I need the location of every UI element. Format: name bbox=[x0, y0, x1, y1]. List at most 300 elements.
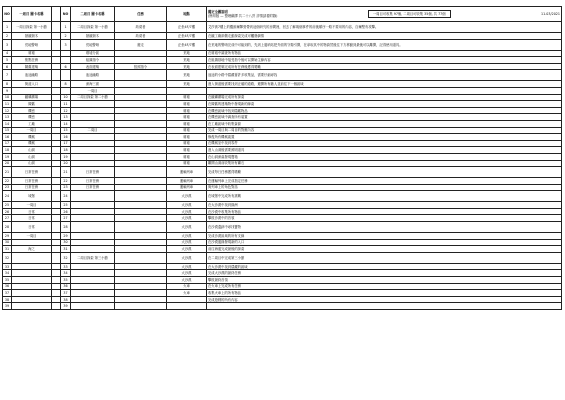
description-cell: 擊敗最終首領 bbox=[207, 277, 562, 284]
row-number-2: 23 bbox=[61, 184, 71, 191]
task-cell bbox=[115, 134, 167, 141]
row-number-2: 24 bbox=[61, 191, 71, 202]
row-number: 11 bbox=[3, 101, 12, 108]
location-cell: 大沙漠 bbox=[167, 246, 207, 253]
stage-1-name: 城堡 bbox=[12, 191, 52, 202]
row-number-2: 31 bbox=[61, 246, 71, 253]
task-cell bbox=[115, 101, 167, 108]
description-cell: 完成沙漠區域的所有支線 bbox=[207, 233, 562, 240]
task-cell bbox=[115, 246, 167, 253]
stage-1-icon bbox=[52, 270, 61, 277]
description-cell: 在表面建築完成所有任務後獲得獎勵 bbox=[207, 63, 562, 70]
row-number: 33 bbox=[3, 263, 12, 270]
table-row bbox=[3, 277, 562, 284]
row-number: 19 bbox=[3, 153, 12, 160]
row-number: 2 bbox=[3, 33, 12, 40]
row-number: 21 bbox=[3, 167, 12, 178]
task-cell bbox=[115, 160, 167, 167]
location-cell: 廢墟 bbox=[167, 140, 207, 147]
table-header bbox=[3, 7, 562, 22]
stage-1-icon bbox=[52, 81, 61, 88]
stage-2-name: 荒地警哨 bbox=[71, 39, 115, 50]
stage-1-icon bbox=[52, 252, 61, 263]
table-row bbox=[3, 101, 562, 108]
stage-1-name bbox=[12, 239, 52, 246]
stage-1-icon bbox=[52, 222, 61, 233]
stage-2-name bbox=[71, 114, 115, 121]
stage-1-name: 機密 bbox=[12, 107, 52, 114]
location-cell: 正坐4F/7樓 bbox=[167, 33, 207, 40]
task-cell bbox=[115, 277, 167, 284]
description-cell bbox=[207, 303, 562, 310]
row-number: 23 bbox=[3, 184, 12, 191]
row-number-2: 3 bbox=[61, 39, 71, 50]
description-cell: 在沙漠中收集所有物品 bbox=[207, 208, 562, 215]
stage-1-icon bbox=[52, 39, 61, 50]
row-number-2: 16 bbox=[61, 134, 71, 141]
stage-2-name bbox=[71, 290, 115, 297]
row-number-2: 13 bbox=[61, 114, 71, 121]
description-cell: 完成遊戲的所有內容 bbox=[207, 296, 562, 303]
stage-2-name: 日常任務 bbox=[71, 184, 115, 191]
stage-2-name: 二周目 bbox=[71, 127, 115, 134]
row-number: 27 bbox=[3, 215, 12, 222]
stage-2-name: 迷途幽路 bbox=[71, 70, 115, 81]
row-number: 1 bbox=[3, 22, 12, 33]
location-cell: 運輸列車 bbox=[167, 167, 207, 178]
stage-1-name: 一周目 bbox=[12, 202, 52, 209]
table-row bbox=[3, 94, 562, 101]
task-cell: 劫覓者 bbox=[115, 22, 167, 33]
table-row bbox=[3, 296, 562, 303]
stage-1-icon bbox=[52, 167, 61, 178]
description-cell: 擊敗沙漠中的首領 bbox=[207, 215, 562, 222]
stage-1-icon bbox=[52, 33, 61, 40]
stage-1-icon bbox=[52, 184, 61, 191]
task-cell bbox=[115, 233, 167, 240]
description-cell: 完成一周目與二周目的對應內容 bbox=[207, 127, 562, 134]
header-stage-2: 二周目 關卡名稱 bbox=[71, 7, 115, 22]
row-number-2: 2 bbox=[61, 33, 71, 40]
description-cell: 完成每日任務獲得獎勵 bbox=[207, 167, 562, 178]
row-number-2: 14 bbox=[61, 120, 71, 127]
description-cell: 在城堡中完成所有挑戰 bbox=[207, 191, 562, 202]
task-cell bbox=[115, 167, 167, 178]
location-cell: 正坐4F/7樓 bbox=[167, 39, 207, 50]
row-number-2: 20 bbox=[61, 160, 71, 167]
description-cell: 離開山洞前收集所有礦石 bbox=[207, 160, 562, 167]
table-row bbox=[3, 178, 562, 185]
description-cell: 迷途的小路中隱藏著許多收集品，需要仔細尋找 bbox=[207, 70, 562, 81]
stage-2-name bbox=[71, 153, 115, 160]
stage-1-name: 陳舊 bbox=[12, 101, 52, 108]
location-cell: 廢墟 bbox=[167, 147, 207, 154]
stage-1-name bbox=[12, 303, 52, 310]
stage-1-icon bbox=[52, 127, 61, 134]
stage-1-icon bbox=[52, 215, 61, 222]
description-cell: 在陳舊的建築物中發現新的線索 bbox=[207, 101, 562, 108]
task-cell bbox=[115, 270, 167, 277]
stage-1-icon bbox=[52, 160, 61, 167]
location-cell bbox=[167, 87, 207, 94]
row-number: 36 bbox=[3, 283, 12, 290]
location-cell: 大沙漠 bbox=[167, 277, 207, 284]
stage-1-icon bbox=[52, 296, 61, 303]
row-number: 20 bbox=[3, 160, 12, 167]
doc-date: 11.03/2021 bbox=[541, 11, 560, 16]
row-number: 12 bbox=[3, 107, 12, 114]
stage-1-icon bbox=[52, 178, 61, 185]
stage-1-name: 熱鐵街木 bbox=[12, 33, 52, 40]
description-cell: 在鐵礦廣場完成所有探索 bbox=[207, 94, 562, 101]
stage-1-name: 一周目 bbox=[12, 233, 52, 240]
row-number-2 bbox=[61, 57, 71, 64]
stage-1-name bbox=[12, 290, 52, 297]
stage-1-name: 廢墟 bbox=[12, 50, 52, 57]
stage-2-name: 二周目探索 第三小節 bbox=[71, 252, 115, 263]
stage-1-icon bbox=[52, 140, 61, 147]
table-row bbox=[3, 50, 562, 57]
task-cell bbox=[115, 50, 167, 57]
stage-2-name bbox=[71, 246, 115, 253]
stage-2-name bbox=[71, 296, 115, 303]
stage-2-name: 表面建築 bbox=[71, 63, 115, 70]
stage-2-name bbox=[71, 215, 115, 222]
stage-1-name: 一周目 bbox=[12, 127, 52, 134]
row-number-2: 29 bbox=[61, 233, 71, 240]
row-number-2: 10 bbox=[61, 94, 71, 101]
desc-title: 獨定全關說明 bbox=[208, 9, 228, 14]
row-number: 32 bbox=[3, 252, 12, 263]
location-cell: 大沙漠 bbox=[167, 252, 207, 263]
description-cell: 在荒地的警哨完成中可能到的，先到上邊哨站把外面的守衛引開，在拿取其中的物資然後往下方移動到最後可以離開，記得使用道具。 bbox=[207, 39, 562, 50]
row-number: 37 bbox=[3, 290, 12, 297]
row-number-2: 32 bbox=[61, 252, 71, 263]
row-number: 9 bbox=[3, 87, 12, 94]
location-cell: 廢墟 bbox=[167, 107, 207, 114]
stage-1-icon bbox=[52, 208, 61, 215]
row-number-2: 22 bbox=[61, 178, 71, 185]
row-number: 24 bbox=[3, 191, 12, 202]
row-number-2: 34 bbox=[61, 270, 71, 277]
table-row bbox=[3, 160, 562, 167]
stage-1-name: 機密 bbox=[12, 114, 52, 121]
location-cell: 荒地 bbox=[167, 63, 207, 70]
stage-2-name bbox=[71, 263, 115, 270]
stage-1-name: 日常任務 bbox=[12, 167, 52, 178]
row-number: 14 bbox=[3, 120, 12, 127]
description-cell: 在廢墟中調查所有物品 bbox=[207, 50, 562, 57]
stage-1-name: 日常任務 bbox=[12, 178, 52, 185]
description-cell bbox=[207, 87, 562, 94]
stage-2-name bbox=[71, 120, 115, 127]
table-body bbox=[3, 22, 562, 310]
location-cell: 廢墟 bbox=[167, 114, 207, 121]
row-number-2 bbox=[61, 70, 71, 81]
stage-2-name bbox=[71, 147, 115, 154]
stage-1-name: 山洞 bbox=[12, 160, 52, 167]
row-number: 26 bbox=[3, 208, 12, 215]
description-cell: 進入山洞後需要照明道具 bbox=[207, 147, 562, 154]
stage-2-name bbox=[71, 101, 115, 108]
stage-1-name bbox=[12, 277, 52, 284]
stage-2-name: 深海三面 bbox=[71, 81, 115, 88]
description-cell: 在山洞深處發現寶箱 bbox=[207, 153, 562, 160]
stage-1-name bbox=[12, 87, 52, 94]
header-task: 任務 bbox=[115, 7, 167, 22]
task-cell bbox=[115, 153, 167, 160]
location-cell: 廢墟 bbox=[167, 101, 207, 108]
location-cell: 荒地 bbox=[167, 57, 207, 64]
header-icon-1 bbox=[52, 7, 61, 22]
location-cell: 大沙漠 bbox=[167, 208, 207, 215]
stage-1-icon bbox=[52, 263, 61, 270]
location-cell: 運輸列車 bbox=[167, 178, 207, 185]
table-row bbox=[3, 39, 562, 50]
location-cell: 火車 bbox=[167, 290, 207, 297]
location-cell: 大沙漠 bbox=[167, 215, 207, 222]
description-cell: 在二周目中完成第三小節 bbox=[207, 252, 562, 263]
stage-1-name: 鐵礦廣場 bbox=[12, 94, 52, 101]
table-row bbox=[3, 263, 562, 270]
table-row bbox=[3, 215, 562, 222]
task-cell: 劫覓者 bbox=[115, 33, 167, 40]
description-cell: 完成大沙漠的最終任務 bbox=[207, 270, 562, 277]
description-cell: 在機械室中找到零件 bbox=[207, 140, 562, 147]
stage-1-icon bbox=[52, 57, 61, 64]
task-cell bbox=[115, 114, 167, 121]
location-cell: 廢墟 bbox=[167, 153, 207, 160]
stage-1-name: 工廠 bbox=[12, 120, 52, 127]
desc-subtitle: (簡易版 — 整理翻譯 共二十八頁 詳情請看附錄) bbox=[208, 14, 278, 18]
row-number: 34 bbox=[3, 270, 12, 277]
collectible-stats: 一周目可收集 97個, 二周目可收集 35個, 共 77個 bbox=[368, 10, 451, 18]
row-number: 7 bbox=[3, 70, 12, 81]
row-number-2: 33 bbox=[61, 263, 71, 270]
table-row bbox=[3, 63, 562, 70]
table-row bbox=[3, 147, 562, 154]
row-number: 3 bbox=[3, 39, 12, 50]
row-number: 17 bbox=[3, 140, 12, 147]
task-cell bbox=[115, 191, 167, 202]
header-no: NO bbox=[3, 7, 12, 22]
description-cell: 收集火車上的所有物品 bbox=[207, 290, 562, 297]
stage-1-name: 日常 bbox=[12, 222, 52, 233]
table-row bbox=[3, 134, 562, 141]
stage-2-name bbox=[71, 140, 115, 147]
stage-1-name bbox=[12, 296, 52, 303]
location-cell: 廢墟 bbox=[167, 134, 207, 141]
stage-2-name bbox=[71, 107, 115, 114]
stage-2-name bbox=[71, 283, 115, 290]
task-cell bbox=[115, 184, 167, 191]
row-number-2: 25 bbox=[61, 202, 71, 209]
stage-1-name: 日常 bbox=[12, 208, 52, 215]
location-cell: 運輸列車 bbox=[167, 184, 207, 191]
stage-1-icon bbox=[52, 239, 61, 246]
stage-1-icon bbox=[52, 277, 61, 284]
row-number: 29 bbox=[3, 233, 12, 240]
stage-1-icon bbox=[52, 63, 61, 70]
row-number: 6 bbox=[3, 63, 12, 70]
table-row bbox=[3, 290, 562, 297]
stage-1-name: 迷途幽路 bbox=[12, 70, 52, 81]
stage-1-name bbox=[12, 263, 52, 270]
row-number: 15 bbox=[3, 127, 12, 134]
table-row bbox=[3, 283, 562, 290]
table-row bbox=[3, 191, 562, 202]
row-number: 39 bbox=[3, 303, 12, 310]
description-cell: 在組織基地中接受指令後可以開始主線內容 bbox=[207, 57, 562, 64]
row-number: 25 bbox=[3, 202, 12, 209]
row-number-2: 28 bbox=[61, 222, 71, 233]
location-cell: 大沙漠 bbox=[167, 191, 207, 202]
location-cell: 火車 bbox=[167, 283, 207, 290]
location-cell: 荒地 bbox=[167, 50, 207, 57]
stage-2-name bbox=[71, 303, 115, 310]
stage-2-name: 熱鐵街木 bbox=[71, 33, 115, 40]
location-cell bbox=[167, 303, 207, 310]
location-cell: 廢墟 bbox=[167, 127, 207, 134]
row-number-2: 38 bbox=[61, 296, 71, 303]
row-number: 4 bbox=[3, 50, 12, 57]
stage-1-icon bbox=[52, 134, 61, 141]
stage-2-name bbox=[71, 208, 115, 215]
stage-1-name: 焦點任務 bbox=[12, 57, 52, 64]
header-no-2: NO bbox=[61, 7, 71, 22]
task-cell bbox=[115, 178, 167, 185]
stage-2-name bbox=[71, 277, 115, 284]
stage-2-name: 一周目 bbox=[71, 87, 115, 94]
location-cell: 大沙漠 bbox=[167, 202, 207, 209]
row-number-2: 21 bbox=[61, 167, 71, 178]
location-cell: 荒地 bbox=[167, 81, 207, 88]
stage-1-icon bbox=[52, 101, 61, 108]
table-row bbox=[3, 114, 562, 121]
stage-1-icon bbox=[52, 191, 61, 202]
row-number: 10 bbox=[3, 94, 12, 101]
row-number-2: 19 bbox=[61, 153, 71, 160]
task-cell bbox=[115, 208, 167, 215]
task-cell bbox=[115, 283, 167, 290]
row-number-2: 15 bbox=[61, 127, 71, 134]
stage-table bbox=[2, 6, 562, 310]
row-number: 28 bbox=[3, 222, 12, 233]
stage-1-icon bbox=[52, 70, 61, 81]
stage-2-name: 日常任務 bbox=[71, 167, 115, 178]
stage-1-icon bbox=[52, 120, 61, 127]
stage-1-icon bbox=[52, 94, 61, 101]
location-cell: 正坐4F/7樓 bbox=[167, 22, 207, 33]
stage-1-icon bbox=[52, 22, 61, 33]
stage-2-name: 二周目探索 第二小節 bbox=[71, 94, 115, 101]
task-cell bbox=[115, 215, 167, 222]
task-cell bbox=[115, 147, 167, 154]
task-cell bbox=[115, 140, 167, 147]
header-description bbox=[207, 7, 562, 22]
table-row bbox=[3, 202, 562, 209]
stage-1-icon bbox=[52, 114, 61, 121]
stage-1-name: 荒地警哨 bbox=[12, 39, 52, 50]
table-row bbox=[3, 107, 562, 114]
stage-1-icon bbox=[52, 303, 61, 310]
stage-1-icon bbox=[52, 290, 61, 297]
task-cell bbox=[115, 252, 167, 263]
stage-2-name bbox=[71, 233, 115, 240]
stage-2-name bbox=[71, 270, 115, 277]
stage-1-name bbox=[12, 270, 52, 277]
stage-1-name: 機械 bbox=[12, 140, 52, 147]
task-cell bbox=[115, 303, 167, 310]
stage-2-name bbox=[71, 239, 115, 246]
description-cell: 在沙漠遺跡中尋找寶物 bbox=[207, 222, 562, 233]
row-number-2 bbox=[61, 50, 71, 57]
stage-1-icon bbox=[52, 202, 61, 209]
table-row bbox=[3, 120, 562, 127]
row-number-2: 30 bbox=[61, 239, 71, 246]
location-cell: 廢墟 bbox=[167, 120, 207, 127]
stage-1-icon bbox=[52, 246, 61, 253]
stage-2-name bbox=[71, 160, 115, 167]
location-cell: 廢墟 bbox=[167, 94, 207, 101]
stage-1-icon bbox=[52, 87, 61, 94]
description-cell: 在機密區域中調查所有裝置 bbox=[207, 114, 562, 121]
stage-1-icon bbox=[52, 283, 61, 290]
task-cell bbox=[115, 120, 167, 127]
stage-1-icon bbox=[52, 50, 61, 57]
row-number-2: 27 bbox=[61, 215, 71, 222]
description-cell: 修復所有機械裝置 bbox=[207, 134, 562, 141]
row-number-2: 37 bbox=[61, 290, 71, 297]
row-number-2 bbox=[61, 87, 71, 94]
stage-1-icon bbox=[52, 107, 61, 114]
task-cell bbox=[115, 81, 167, 88]
stage-1-name: 日常任務 bbox=[12, 184, 52, 191]
task-cell bbox=[115, 94, 167, 101]
description-cell: 前往海邊完成最後的探索 bbox=[207, 246, 562, 253]
task-cell bbox=[115, 107, 167, 114]
table-row bbox=[3, 87, 562, 94]
table-row bbox=[3, 239, 562, 246]
stage-1-name bbox=[12, 252, 52, 263]
table-row bbox=[3, 57, 562, 64]
table-row bbox=[3, 252, 562, 263]
stage-1-icon bbox=[52, 233, 61, 240]
row-number: 30 bbox=[3, 239, 12, 246]
table-row bbox=[3, 81, 562, 88]
stage-1-name: 山洞 bbox=[12, 153, 52, 160]
row-number: 31 bbox=[3, 246, 12, 253]
header-stage-1: 一周目 關卡名稱 bbox=[12, 7, 52, 22]
location-cell: 大沙漠 bbox=[167, 239, 207, 246]
document-sheet bbox=[2, 6, 561, 310]
stage-2-name: 日常任務 bbox=[71, 178, 115, 185]
table-row bbox=[3, 184, 562, 191]
task-cell bbox=[115, 296, 167, 303]
table-row bbox=[3, 33, 562, 40]
task-cell: 避走 bbox=[115, 39, 167, 50]
table-row bbox=[3, 22, 562, 33]
table-row bbox=[3, 303, 562, 310]
table-row bbox=[3, 127, 562, 134]
table-row bbox=[3, 153, 562, 160]
description-cell: 在鐵工廠兩側走動探索完成可觸發劇情 bbox=[207, 33, 562, 40]
table-row bbox=[3, 208, 562, 215]
description-cell: 與列車上的角色對話 bbox=[207, 184, 562, 191]
stage-1-name: 山洞 bbox=[12, 147, 52, 154]
row-number-2: 11 bbox=[61, 101, 71, 108]
description-cell: 在工廠區域中收集資源 bbox=[207, 120, 562, 127]
